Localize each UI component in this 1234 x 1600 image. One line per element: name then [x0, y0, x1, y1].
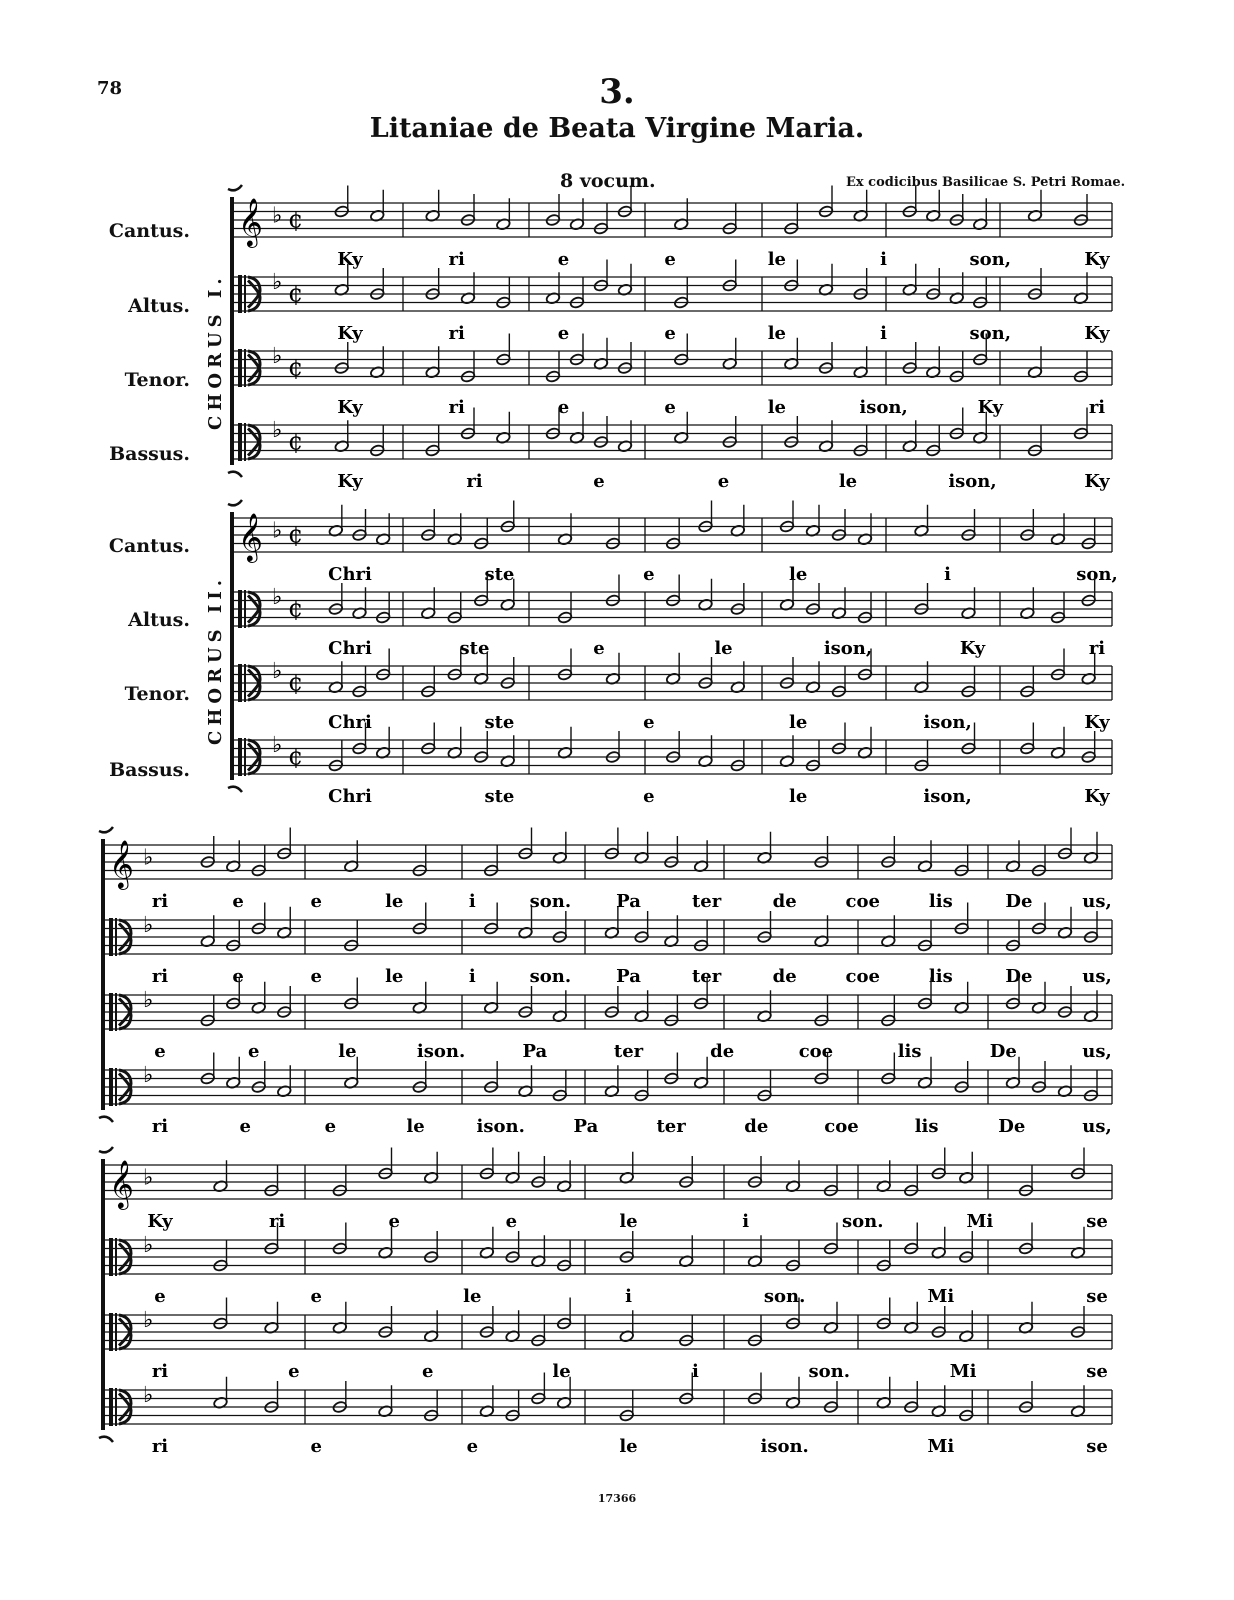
chorus-label-2: CHORUS II.	[205, 574, 226, 745]
lyric-syllable: e	[664, 249, 676, 270]
lyric-syllable: le	[385, 891, 404, 912]
lyric-syllable: i	[625, 1286, 632, 1307]
lyric-syllable: Ky	[1084, 786, 1110, 807]
lyric-syllable: Ky	[1084, 712, 1110, 733]
flat-icon: ♭	[143, 1307, 154, 1333]
lyric-syllable: coe	[845, 966, 880, 987]
lyric-syllable: ri	[466, 471, 483, 492]
lyric-syllable: ri	[151, 1116, 169, 1137]
lyric-syllable: son.	[763, 1286, 806, 1307]
voice-label-bassus-1: Bassus.	[109, 443, 190, 465]
lyric-syllable: le	[406, 1116, 425, 1137]
lyric-syllable: le	[789, 564, 808, 585]
lyric-syllable: De	[998, 1116, 1026, 1137]
lyric-syllable: ison,	[859, 397, 908, 418]
lyric-syllable: le	[767, 323, 787, 344]
lyrics-line	[152, 1436, 1108, 1457]
lyric-syllable: i	[468, 891, 476, 912]
lyric-syllable: coe	[845, 891, 880, 912]
c-clef-icon	[238, 738, 242, 776]
lyric-syllable: Pa	[616, 966, 641, 987]
cut-time-icon: ¢	[288, 742, 304, 771]
lyric-syllable: ison.	[416, 1041, 466, 1062]
lyric-syllable: ri	[151, 1361, 169, 1382]
lyrics-line	[328, 638, 1105, 659]
lyric-syllable: ri	[151, 966, 169, 987]
lyric-syllable: se	[1086, 1211, 1108, 1232]
c-clef-icon	[238, 664, 242, 702]
c-clef-icon	[238, 423, 242, 461]
voice-label-tenor-2: Tenor.	[124, 683, 190, 705]
cut-time-icon: ¢	[288, 668, 304, 697]
lyric-syllable: Chri	[328, 564, 372, 585]
plate-number: 17366	[597, 1492, 637, 1505]
lyric-syllable: ste	[484, 712, 515, 733]
lyric-syllable: son.	[808, 1361, 851, 1382]
lyric-syllable: i	[742, 1211, 750, 1232]
cut-time-icon: ¢	[288, 427, 304, 456]
lyric-syllable: ri	[268, 1211, 286, 1232]
flat-icon: ♭	[272, 518, 283, 544]
lyric-syllable: le	[619, 1211, 638, 1232]
lyric-syllable: e	[239, 1116, 251, 1137]
lyric-syllable: e	[288, 1361, 300, 1382]
voice-label-altus-2: Altus.	[128, 609, 190, 631]
lyrics-line	[337, 471, 1110, 492]
lyric-syllable: son,	[969, 323, 1012, 344]
flat-icon: ♭	[143, 1165, 154, 1191]
lyric-syllable: us,	[1082, 966, 1112, 987]
c-clef-icon	[238, 590, 242, 628]
lyric-syllable: e	[557, 397, 570, 418]
lyric-syllable: De	[989, 1041, 1017, 1062]
lyrics-line	[152, 1116, 1112, 1137]
lyric-syllable: lis	[928, 891, 953, 912]
system-2	[228, 500, 1118, 807]
lyric-syllable: ison,	[823, 638, 873, 659]
flat-icon: ♭	[143, 1232, 154, 1258]
treble-clef-icon: 𝄞	[109, 839, 134, 888]
lyric-syllable: ste	[484, 786, 515, 807]
lyric-syllable: ison,	[948, 471, 997, 492]
lyrics-line	[337, 249, 1110, 270]
piece-title: Litaniae de Beata Virgine Maria.	[369, 113, 865, 144]
voice-label-cantus-1: Cantus.	[108, 220, 190, 242]
lyric-syllable: son.	[842, 1211, 884, 1232]
staff	[103, 903, 1112, 988]
lyric-syllable: e	[643, 564, 655, 585]
lyric-syllable: son.	[529, 966, 572, 987]
lyric-syllable: ison,	[923, 712, 972, 733]
lyric-syllable: e	[505, 1211, 518, 1232]
lyric-syllable: us,	[1082, 1041, 1112, 1062]
voice-label-bassus-2: Bassus.	[109, 759, 190, 781]
lyric-syllable: se	[1086, 1436, 1108, 1457]
lyric-syllable: Ky	[337, 249, 363, 270]
staff	[232, 334, 1112, 419]
staff	[232, 575, 1112, 660]
flat-icon: ♭	[272, 343, 283, 369]
c-clef-icon	[109, 1238, 113, 1276]
lyric-syllable: le	[838, 471, 858, 492]
chorus-label-1: CHORUS I.	[205, 273, 226, 430]
cut-time-icon: ¢	[288, 353, 304, 382]
lyric-syllable: e	[466, 1436, 479, 1457]
lyric-syllable: ter	[613, 1041, 644, 1062]
lyric-syllable: e	[154, 1041, 166, 1062]
lyrics-line	[328, 786, 1110, 807]
lyric-syllable: e	[324, 1116, 337, 1137]
flat-icon: ♭	[143, 845, 154, 871]
lyric-syllable: e	[557, 249, 570, 270]
staff	[232, 260, 1112, 345]
lyric-syllable: Chri	[328, 786, 372, 807]
cut-time-icon: ¢	[288, 594, 304, 623]
lyrics-line	[154, 1041, 1111, 1062]
c-clef-icon	[109, 918, 113, 956]
lyric-syllable: le	[619, 1436, 638, 1457]
lyric-syllable: e	[717, 471, 730, 492]
lyrics-line	[152, 1361, 1108, 1382]
lyric-syllable: Chri	[328, 712, 372, 733]
lyric-syllable: de	[772, 966, 797, 987]
lyrics-line	[337, 397, 1105, 418]
lyric-syllable: ri	[151, 891, 169, 912]
lyric-syllable: Ky	[1084, 471, 1110, 492]
lyric-syllable: e	[310, 891, 322, 912]
lyric-syllable: Ky	[147, 1211, 173, 1232]
lyrics-line	[337, 323, 1110, 344]
voice-label-cantus-2: Cantus.	[108, 535, 190, 557]
lyric-syllable: se	[1086, 1286, 1108, 1307]
flat-icon: ♭	[272, 732, 283, 758]
lyric-syllable: e	[593, 471, 605, 492]
lyric-syllable: Mi	[949, 1361, 977, 1382]
lyric-syllable: de	[710, 1041, 735, 1062]
lyric-syllable: le	[767, 397, 787, 418]
treble-clef-icon: 𝄞	[238, 512, 263, 561]
voice-label-tenor-1: Tenor.	[124, 369, 190, 391]
lyric-syllable: Chri	[328, 638, 372, 659]
lyric-syllable: lis	[897, 1041, 922, 1062]
lyric-syllable: e	[643, 786, 655, 807]
lyric-syllable: e	[421, 1361, 434, 1382]
lyric-syllable: e	[664, 323, 676, 344]
lyrics-line	[147, 1211, 1107, 1232]
lyric-syllable: ison,	[923, 786, 972, 807]
lyric-syllable: Mi	[927, 1286, 955, 1307]
lyric-syllable: ri	[1088, 397, 1106, 418]
lyric-syllable: Mi	[927, 1436, 955, 1457]
lyric-syllable: se	[1086, 1361, 1108, 1382]
lyric-syllable: De	[1005, 891, 1033, 912]
lyric-syllable: e	[557, 323, 570, 344]
lyric-syllable: ison.	[760, 1436, 809, 1457]
staff	[232, 186, 1112, 271]
lyric-syllable: e	[593, 638, 605, 659]
flat-icon: ♭	[272, 658, 283, 684]
page-number: 78	[97, 78, 123, 99]
flat-icon: ♭	[272, 203, 283, 229]
system-4	[99, 1147, 1112, 1457]
treble-clef-icon: 𝄞	[238, 197, 263, 246]
lyric-syllable: ter	[691, 966, 722, 987]
c-clef-icon	[109, 1313, 113, 1351]
lyric-syllable: ri	[448, 323, 465, 344]
cut-time-icon: ¢	[288, 205, 304, 234]
piece-number: 3.	[599, 72, 635, 112]
c-clef-icon	[238, 275, 242, 313]
source-note: Ex codicibus Basilicae S. Petri Romae.	[846, 175, 1126, 190]
staff	[103, 1298, 1112, 1383]
c-clef-icon	[109, 993, 113, 1031]
lyric-syllable: ri	[448, 397, 465, 418]
staff	[103, 1053, 1112, 1138]
lyric-syllable: son,	[969, 249, 1012, 270]
c-clef-icon	[109, 1068, 113, 1106]
lyric-syllable: Ky	[959, 638, 986, 659]
lyric-syllable: e	[664, 397, 676, 418]
staff	[103, 828, 1112, 913]
lyric-syllable: e	[310, 1436, 322, 1457]
lyric-syllable: i	[944, 564, 952, 585]
lyric-syllable: De	[1005, 966, 1033, 987]
lyric-syllable: le	[338, 1041, 357, 1062]
lyric-syllable: ter	[656, 1116, 686, 1137]
staff	[232, 501, 1118, 586]
lyric-syllable: le	[385, 966, 404, 987]
lyric-syllable: le	[463, 1286, 482, 1307]
lyric-syllable: Ky	[1084, 323, 1110, 344]
lyric-syllable: i	[880, 249, 887, 270]
lyric-syllable: Ky	[337, 323, 363, 344]
lyric-syllable: ri	[1088, 638, 1106, 659]
flat-icon: ♭	[143, 1382, 154, 1408]
lyric-syllable: us,	[1082, 1116, 1112, 1137]
staff	[232, 723, 1112, 808]
lyric-syllable: lis	[914, 1116, 939, 1137]
flat-icon: ♭	[143, 987, 154, 1013]
staff	[103, 1223, 1112, 1308]
lyrics-line	[154, 1286, 1108, 1307]
staff	[103, 1148, 1112, 1233]
lyric-syllable: ri	[151, 1436, 169, 1457]
lyric-syllable: e	[310, 1286, 322, 1307]
lyric-syllable: ste	[484, 564, 515, 585]
staff	[103, 1373, 1112, 1458]
lyric-syllable: le	[767, 249, 787, 270]
lyric-syllable: Pa	[616, 891, 641, 912]
lyric-syllable: son.	[529, 891, 572, 912]
lyric-syllable: i	[880, 323, 887, 344]
lyric-syllable: de	[772, 891, 797, 912]
flat-icon: ♭	[272, 269, 283, 295]
lyric-syllable: e	[154, 1286, 166, 1307]
c-clef-icon	[238, 349, 242, 387]
lyric-syllable: e	[232, 891, 244, 912]
lyric-syllable: son,	[1076, 564, 1118, 585]
lyric-syllable: i	[692, 1361, 699, 1382]
lyric-syllable: us,	[1082, 891, 1112, 912]
lyric-syllable: coe	[798, 1041, 834, 1062]
system-3	[99, 827, 1112, 1137]
treble-clef-icon: 𝄞	[109, 1159, 134, 1208]
lyric-syllable: le	[789, 712, 808, 733]
lyric-syllable: e	[643, 712, 655, 733]
staff	[232, 649, 1112, 734]
cut-time-icon: ¢	[288, 279, 304, 308]
lyric-syllable: Ky	[337, 397, 363, 418]
voice-label-altus-1: Altus.	[128, 295, 190, 317]
lyric-syllable: le	[552, 1361, 571, 1382]
flat-icon: ♭	[143, 1062, 154, 1088]
lyrics-line	[328, 564, 1118, 585]
lyric-syllable: Pa	[522, 1041, 548, 1062]
lyric-syllable: ter	[691, 891, 722, 912]
lyric-syllable: Pa	[573, 1116, 599, 1137]
system-1	[228, 185, 1112, 492]
lyric-syllable: lis	[928, 966, 953, 987]
lyric-syllable: le	[789, 786, 808, 807]
lyric-syllable: Ky	[337, 471, 363, 492]
voices-count: 8 vocum.	[560, 170, 656, 192]
flat-icon: ♭	[143, 912, 154, 938]
lyric-syllable: ri	[448, 249, 465, 270]
lyric-syllable: ison.	[476, 1116, 525, 1137]
flat-icon: ♭	[272, 417, 283, 443]
lyric-syllable: i	[468, 966, 476, 987]
staff	[232, 408, 1112, 493]
flat-icon: ♭	[272, 584, 283, 610]
lyric-syllable: e	[388, 1211, 400, 1232]
cut-time-icon: ¢	[288, 520, 304, 549]
lyric-syllable: Ky	[1084, 249, 1110, 270]
lyric-syllable: Mi	[966, 1211, 994, 1232]
lyric-syllable: e	[310, 966, 322, 987]
c-clef-icon	[109, 1388, 113, 1426]
lyrics-line	[328, 712, 1110, 733]
lyric-syllable: Ky	[977, 397, 1003, 418]
staff	[103, 978, 1112, 1063]
lyric-syllable: ste	[459, 638, 490, 659]
lyric-syllable: e	[232, 966, 244, 987]
lyric-syllable: le	[714, 638, 733, 659]
lyric-syllable: e	[247, 1041, 260, 1062]
lyric-syllable: coe	[824, 1116, 859, 1137]
lyric-syllable: de	[744, 1116, 769, 1137]
